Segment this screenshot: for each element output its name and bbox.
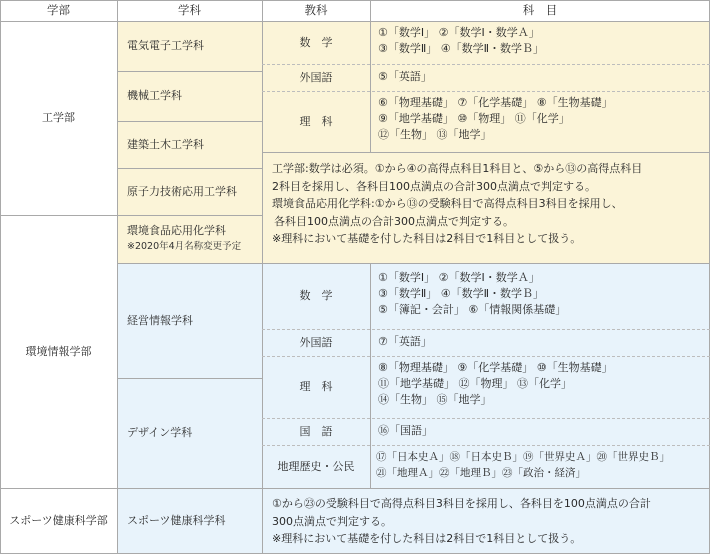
eng-rules-line-5: ※理科において基礎を付した科目は2科目で1科目として扱う。 bbox=[272, 232, 582, 245]
dept-design-label: デザイン学科 bbox=[127, 426, 193, 439]
env-jp-area bbox=[262, 418, 370, 445]
env-math-line-2: ③「数学Ⅱ」 ④「数学Ⅱ・数学Ｂ」 bbox=[378, 287, 545, 300]
env-geo-area bbox=[262, 445, 370, 488]
faculty-engineering-label: 工学部 bbox=[42, 111, 75, 124]
env-sci-label: 理 科 bbox=[299, 380, 333, 393]
env-sci-line-1: ⑧「物理基礎」 ⑨「化学基礎」 ⑩「生物基礎」 bbox=[378, 361, 613, 374]
faculty-sports bbox=[0, 488, 117, 554]
grid-line bbox=[0, 0, 1, 554]
env-lang-line-1: ⑦「英語」 bbox=[378, 335, 432, 348]
eng-math-area bbox=[262, 21, 370, 64]
eng-math-line-2: ③「数学Ⅱ」 ④「数学Ⅱ・数学Ｂ」 bbox=[378, 42, 545, 55]
grid-dash bbox=[262, 91, 710, 92]
eng-rules-line-3: 環境食品応用化学科:①から⑬の受験科目で高得点科目3科目を採用し、 bbox=[272, 197, 623, 210]
eng-sci-line-3: ⑫「生物」 ⑬「地学」 bbox=[378, 128, 492, 141]
grid-line bbox=[117, 378, 262, 379]
env-math-line-1: ①「数学Ⅰ」 ②「数学Ⅰ・数学Ａ」 bbox=[378, 271, 540, 284]
grid-line bbox=[0, 0, 710, 1]
grid-line bbox=[117, 0, 118, 554]
dept-sports bbox=[117, 488, 262, 554]
grid-line bbox=[370, 0, 371, 152]
eng-sci-line-1: ⑥「物理基礎」 ⑦「化学基礎」 ⑧「生物基礎」 bbox=[378, 96, 613, 109]
header-faculty: 学部 bbox=[0, 0, 117, 21]
dept-mechanical bbox=[117, 71, 262, 121]
grid-line bbox=[117, 263, 710, 264]
dept-nuclear bbox=[117, 168, 262, 215]
sports-rules-line-3: ※理科において基礎を付した科目は2科目で1科目として扱う。 bbox=[272, 532, 582, 545]
eng-rules-line-4: 各科目100点満点の合計300点満点で判定する。 bbox=[274, 214, 514, 228]
eng-lang-area bbox=[262, 64, 370, 91]
dept-civil-label: 建築土木工学科 bbox=[127, 137, 204, 151]
dept-management bbox=[117, 263, 262, 378]
dept-mechanical-label: 機械工学科 bbox=[127, 89, 182, 102]
env-math-line-3: ⑤「簿記・会計」 ⑥「情報関係基礎」 bbox=[378, 303, 567, 316]
env-sci-area bbox=[262, 356, 370, 418]
env-sci-line-2: ⑪「地学基礎」 ⑫「物理」 ⑬「化学」 bbox=[378, 377, 572, 390]
dept-env-food-label: 環境食品応用化学科 bbox=[127, 224, 226, 237]
grid-line bbox=[262, 152, 710, 153]
header-subjects: 科 目 bbox=[370, 0, 710, 21]
eng-sci-line-2: ⑨「地学基礎」 ⑩「物理」 ⑪「化学」 bbox=[378, 112, 570, 125]
env-geo-line-1: ⑰「日本史Ａ」⑱「日本史Ｂ」⑲「世界史Ａ」⑳「世界史Ｂ」 bbox=[376, 451, 670, 463]
env-sci-line-3: ⑭「生物」 ⑮「地学」 bbox=[378, 393, 492, 406]
dept-civil bbox=[117, 121, 262, 168]
eng-math-line-1: ①「数学Ⅰ」 ②「数学Ⅰ・数学Ａ」 bbox=[378, 26, 540, 39]
eng-sci-label: 理 科 bbox=[299, 114, 333, 128]
env-jp-subjects bbox=[370, 418, 710, 445]
faculty-env-info bbox=[0, 215, 117, 488]
sports-rules-line-1: ①から㉓の受験科目で高得点科目3科目を採用し、各科目を100点満点の合計 bbox=[272, 497, 651, 510]
grid-line bbox=[0, 488, 710, 489]
env-lang-subjects bbox=[370, 329, 710, 356]
grid-line bbox=[117, 168, 262, 169]
dept-management-label: 経営情報学科 bbox=[127, 313, 193, 327]
grid-dash bbox=[262, 64, 710, 65]
faculty-sports-label: スポーツ健康科学部 bbox=[9, 514, 108, 527]
eng-lang-label: 外国語 bbox=[299, 70, 333, 84]
env-geo-subjects bbox=[370, 445, 710, 488]
faculty-env-info-label: 環境情報学部 bbox=[25, 344, 92, 358]
eng-rules-line-1: 工学部:数学は必須。①から④の高得点科目1科目と、⑤から⑬の高得点科目 bbox=[272, 162, 643, 175]
env-math-subjects bbox=[370, 263, 710, 329]
env-jp-label: 国 語 bbox=[299, 424, 333, 438]
env-geo-label: 地理歴史・公民 bbox=[277, 459, 355, 473]
grid-line bbox=[370, 263, 371, 488]
header-subject-area: 教科 bbox=[262, 0, 370, 21]
eng-sci-subjects bbox=[370, 91, 710, 152]
faculty-engineering bbox=[0, 21, 117, 215]
eng-math-label: 数 学 bbox=[299, 35, 333, 49]
dept-nuclear-label: 原子力技術応用工学科 bbox=[127, 184, 237, 198]
env-math-area bbox=[262, 263, 370, 329]
eng-lang-subjects bbox=[370, 64, 710, 91]
dept-sports-label: スポーツ健康科学科 bbox=[127, 514, 226, 527]
env-geo-line-2: ㉑「地理Ａ」㉒「地理Ｂ」㉓「政治・経済」 bbox=[376, 467, 586, 479]
grid-line bbox=[262, 0, 263, 554]
dept-env-food-note: ※2020年4月名称変更予定 bbox=[127, 241, 242, 252]
env-lang-area bbox=[262, 329, 370, 356]
dept-electrical bbox=[117, 21, 262, 71]
grid-dash bbox=[262, 418, 710, 419]
env-sci-subjects bbox=[370, 356, 710, 418]
eng-rules bbox=[262, 152, 710, 263]
grid-dash bbox=[262, 445, 710, 446]
header-department: 学科 bbox=[117, 0, 262, 21]
eng-sci-area bbox=[262, 91, 370, 152]
grid-line bbox=[0, 21, 710, 22]
grid-line bbox=[117, 121, 262, 122]
env-lang-label: 外国語 bbox=[299, 335, 333, 349]
eng-rules-line-2: 2科目を採用し、各科目100点満点の合計300点満点で判定する。 bbox=[272, 179, 596, 193]
grid-line bbox=[0, 215, 262, 216]
eng-math-subjects bbox=[370, 21, 710, 64]
grid-line bbox=[117, 71, 262, 72]
env-jp-line-1: ⑯「国語」 bbox=[378, 424, 433, 437]
sports-rules-line-2: 300点満点で判定する。 bbox=[272, 514, 392, 528]
dept-electrical-label: 電気電子工学科 bbox=[127, 39, 204, 52]
eng-lang-line-1: ⑤「英語」 bbox=[378, 70, 432, 83]
dept-env-food bbox=[117, 215, 262, 263]
sports-rules bbox=[262, 488, 710, 554]
env-math-label: 数 学 bbox=[299, 289, 333, 302]
grid-dash bbox=[262, 329, 710, 330]
dept-design bbox=[117, 378, 262, 488]
grid-dash bbox=[262, 356, 710, 357]
